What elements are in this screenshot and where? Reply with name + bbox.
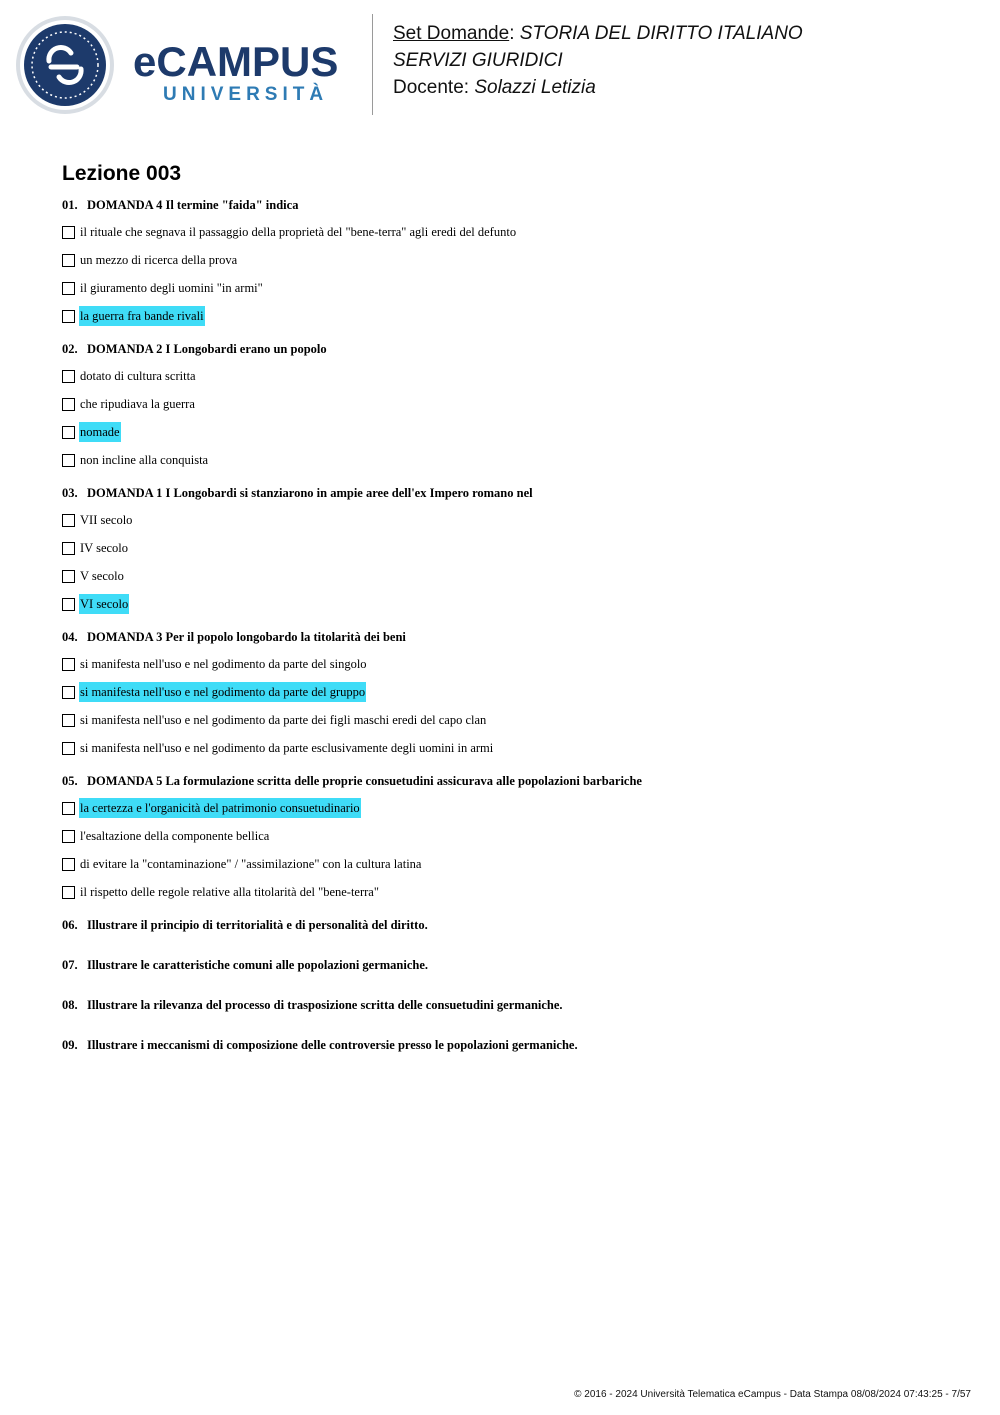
answer-text: si manifesta nell'uso e nel godimento da parte dei figli maschi eredi del capo clan [80, 713, 487, 727]
question-block [62, 484, 962, 614]
answer-option[interactable] [62, 538, 962, 558]
answer-checkbox[interactable] [62, 714, 75, 727]
answer-checkbox[interactable] [62, 570, 75, 583]
question-list [62, 196, 962, 1076]
answer-checkbox[interactable] [62, 514, 75, 527]
answer-option[interactable] [62, 278, 962, 298]
question-block [62, 772, 962, 902]
answer-checkbox[interactable] [62, 830, 75, 843]
ecampus-wordmark [133, 40, 338, 106]
answer-option[interactable] [62, 826, 962, 846]
answer-text: non incline alla conquista [80, 453, 209, 467]
multiple-choice-questions [62, 196, 962, 902]
answer-text: un mezzo di ricerca della prova [80, 253, 238, 267]
answer-text: VII secolo [80, 513, 133, 527]
question-block [62, 628, 962, 758]
open-questions [62, 916, 962, 1054]
answer-text: si manifesta nell'uso e nel godimento da parte del singolo [80, 657, 367, 671]
question-text [62, 772, 962, 790]
question-number: 04. [62, 630, 78, 644]
question-number: 08. [62, 998, 78, 1012]
header-divider [372, 14, 373, 115]
answer-option[interactable] [62, 798, 962, 818]
open-question [62, 1036, 962, 1054]
answer-option[interactable] [62, 710, 962, 730]
set-title-line2: SERVIZI GIURIDICI [393, 50, 563, 71]
question-label: Illustrare il principio di territorialità e di personalità del diritto. [87, 918, 428, 932]
question-block [62, 340, 962, 470]
answer-option[interactable] [62, 854, 962, 874]
question-label: DOMANDA 2 I Longobardi erano un popolo [87, 342, 327, 356]
set-title-line1: STORIA DEL DIRITTO ITALIANO [519, 23, 803, 44]
question-text [62, 628, 962, 646]
answer-option[interactable] [62, 394, 962, 414]
page-header [0, 0, 1000, 130]
question-text [62, 484, 962, 502]
answer-text: dotato di cultura scritta [80, 369, 196, 383]
answer-checkbox[interactable] [62, 742, 75, 755]
answer-option[interactable] [62, 654, 962, 674]
answer-option[interactable] [62, 250, 962, 270]
answer-text: il rispetto delle regole relative alla titolarità del "bene-terra" [80, 885, 379, 899]
open-question [62, 956, 962, 974]
question-text [62, 196, 962, 214]
answer-text-correct: nomade [79, 422, 121, 442]
answer-option[interactable] [62, 510, 962, 530]
answer-option[interactable] [62, 566, 962, 586]
answer-text-correct: VI secolo [79, 594, 129, 614]
question-label: Illustrare le caratteristiche comuni alle popolazioni germaniche. [87, 958, 429, 972]
question-number: 05. [62, 774, 78, 788]
question-label: DOMANDA 5 La formulazione scritta delle proprie consuetudini assicurava alle popolazioni barbariche [87, 774, 642, 788]
answer-checkbox[interactable] [62, 598, 75, 611]
answer-option[interactable] [62, 450, 962, 470]
question-number: 09. [62, 1038, 78, 1052]
answer-text: che ripudiava la guerra [80, 397, 195, 411]
question-number: 06. [62, 918, 78, 932]
answer-checkbox[interactable] [62, 858, 75, 871]
question-number: 01. [62, 198, 78, 212]
question-label: DOMANDA 4 Il termine "faida" indica [87, 198, 299, 212]
answer-text: il rituale che segnava il passaggio della proprietà del "bene-terra" agli eredi del defunto [80, 225, 517, 239]
ecampus-seal-logo [15, 15, 115, 115]
set-info: Set Domande: STORIA DEL DIRITTO ITALIANO SERVIZI GIURIDICI Docente: Solazzi Letizia [393, 23, 803, 98]
answer-text: IV secolo [80, 541, 129, 555]
set-label: Set Domande [393, 23, 510, 44]
question-number: 07. [62, 958, 78, 972]
answer-text: di evitare la "contaminazione" / "assimilazione" con la cultura latina [80, 857, 422, 871]
answer-checkbox[interactable] [62, 398, 75, 411]
brand-name: eCAMPUS [133, 38, 339, 85]
answer-option[interactable] [62, 594, 962, 614]
answer-checkbox[interactable] [62, 886, 75, 899]
answer-text: il giuramento degli uomini "in armi" [80, 281, 263, 295]
answer-text-correct: la certezza e l'organicità del patrimonio consuetudinario [79, 798, 361, 818]
answer-checkbox[interactable] [62, 658, 75, 671]
answer-checkbox[interactable] [62, 802, 75, 815]
question-label: DOMANDA 1 I Longobardi si stanziarono in ampie aree dell'ex Impero romano nel [87, 486, 533, 500]
answer-checkbox[interactable] [62, 686, 75, 699]
answer-checkbox[interactable] [62, 370, 75, 383]
answer-text-correct: si manifesta nell'uso e nel godimento da parte del gruppo [79, 682, 366, 702]
answer-option[interactable] [62, 422, 962, 442]
answer-checkbox[interactable] [62, 254, 75, 267]
answer-text-correct: la guerra fra bande rivali [79, 306, 205, 326]
answer-option[interactable] [62, 738, 962, 758]
answer-checkbox[interactable] [62, 426, 75, 439]
answer-text: l'esaltazione della componente bellica [80, 829, 270, 843]
question-label: Illustrare la rilevanza del processo di trasposizione scritta delle consuetudini germaniche. [87, 998, 563, 1012]
lesson-title: Lezione 003 [62, 162, 182, 185]
docente-label: Docente [393, 77, 464, 98]
question-number: 02. [62, 342, 78, 356]
answer-option[interactable] [62, 306, 962, 326]
answer-checkbox[interactable] [62, 310, 75, 323]
answer-option[interactable] [62, 882, 962, 902]
answer-option[interactable] [62, 222, 962, 242]
brand-subtitle: UNIVERSITÀ [163, 84, 329, 105]
question-text [62, 340, 962, 358]
answer-checkbox[interactable] [62, 454, 75, 467]
open-question [62, 996, 962, 1014]
answer-checkbox[interactable] [62, 226, 75, 239]
question-label: Illustrare i meccanismi di composizione delle controversie presso le popolazioni germaniche. [87, 1038, 578, 1052]
answer-text: si manifesta nell'uso e nel godimento da parte esclusivamente degli uomini in armi [80, 741, 494, 755]
question-block [62, 196, 962, 326]
answer-checkbox[interactable] [62, 542, 75, 555]
question-label: DOMANDA 3 Per il popolo longobardo la titolarità dei beni [87, 630, 406, 644]
answer-checkbox[interactable] [62, 282, 75, 295]
answer-option[interactable] [62, 366, 962, 386]
open-question [62, 916, 962, 934]
answer-text: V secolo [80, 569, 124, 583]
question-number: 03. [62, 486, 78, 500]
page-footer: © 2016 - 2024 Università Telematica eCampus - Data Stampa 08/08/2024 07:43:25 - 7/57 [574, 1389, 971, 1400]
answer-option[interactable] [62, 682, 962, 702]
docente-name: Solazzi Letizia [474, 77, 596, 98]
